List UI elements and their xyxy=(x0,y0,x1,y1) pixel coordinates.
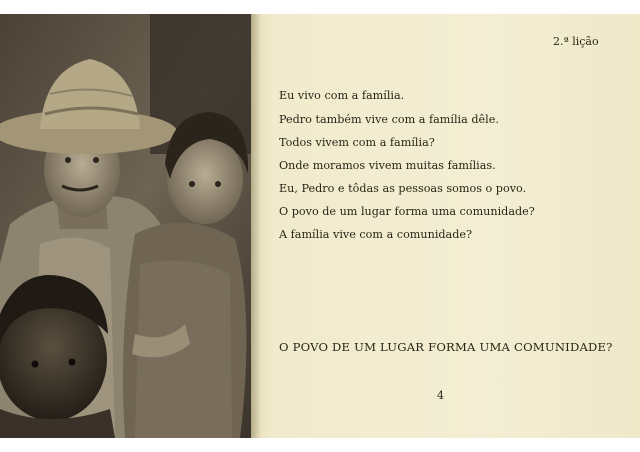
spine-shadow xyxy=(251,14,261,438)
text-line: A família vive com a comunidade? xyxy=(279,228,473,241)
book-spread xyxy=(0,14,640,438)
family-photograph xyxy=(0,14,251,438)
headline: O POVO DE UM LUGAR FORMA UMA COMUNIDADE? xyxy=(279,340,613,354)
text-line: O povo de um lugar forma uma comunidade? xyxy=(279,205,535,218)
text-line: Eu, Pedro e tôdas as pessoas somos o povo. xyxy=(279,182,527,195)
text-page xyxy=(251,14,640,438)
text-line: Onde moramos vivem muitas famílias. xyxy=(279,159,496,172)
text-line: Eu vivo com a família. xyxy=(279,89,405,102)
text-line: Todos vivem com a família? xyxy=(279,136,435,149)
text-line: Pedro também vive com a família dêle. xyxy=(279,113,499,126)
lesson-label: 2.ª lição xyxy=(553,35,599,48)
page-number: 4 xyxy=(437,389,444,402)
